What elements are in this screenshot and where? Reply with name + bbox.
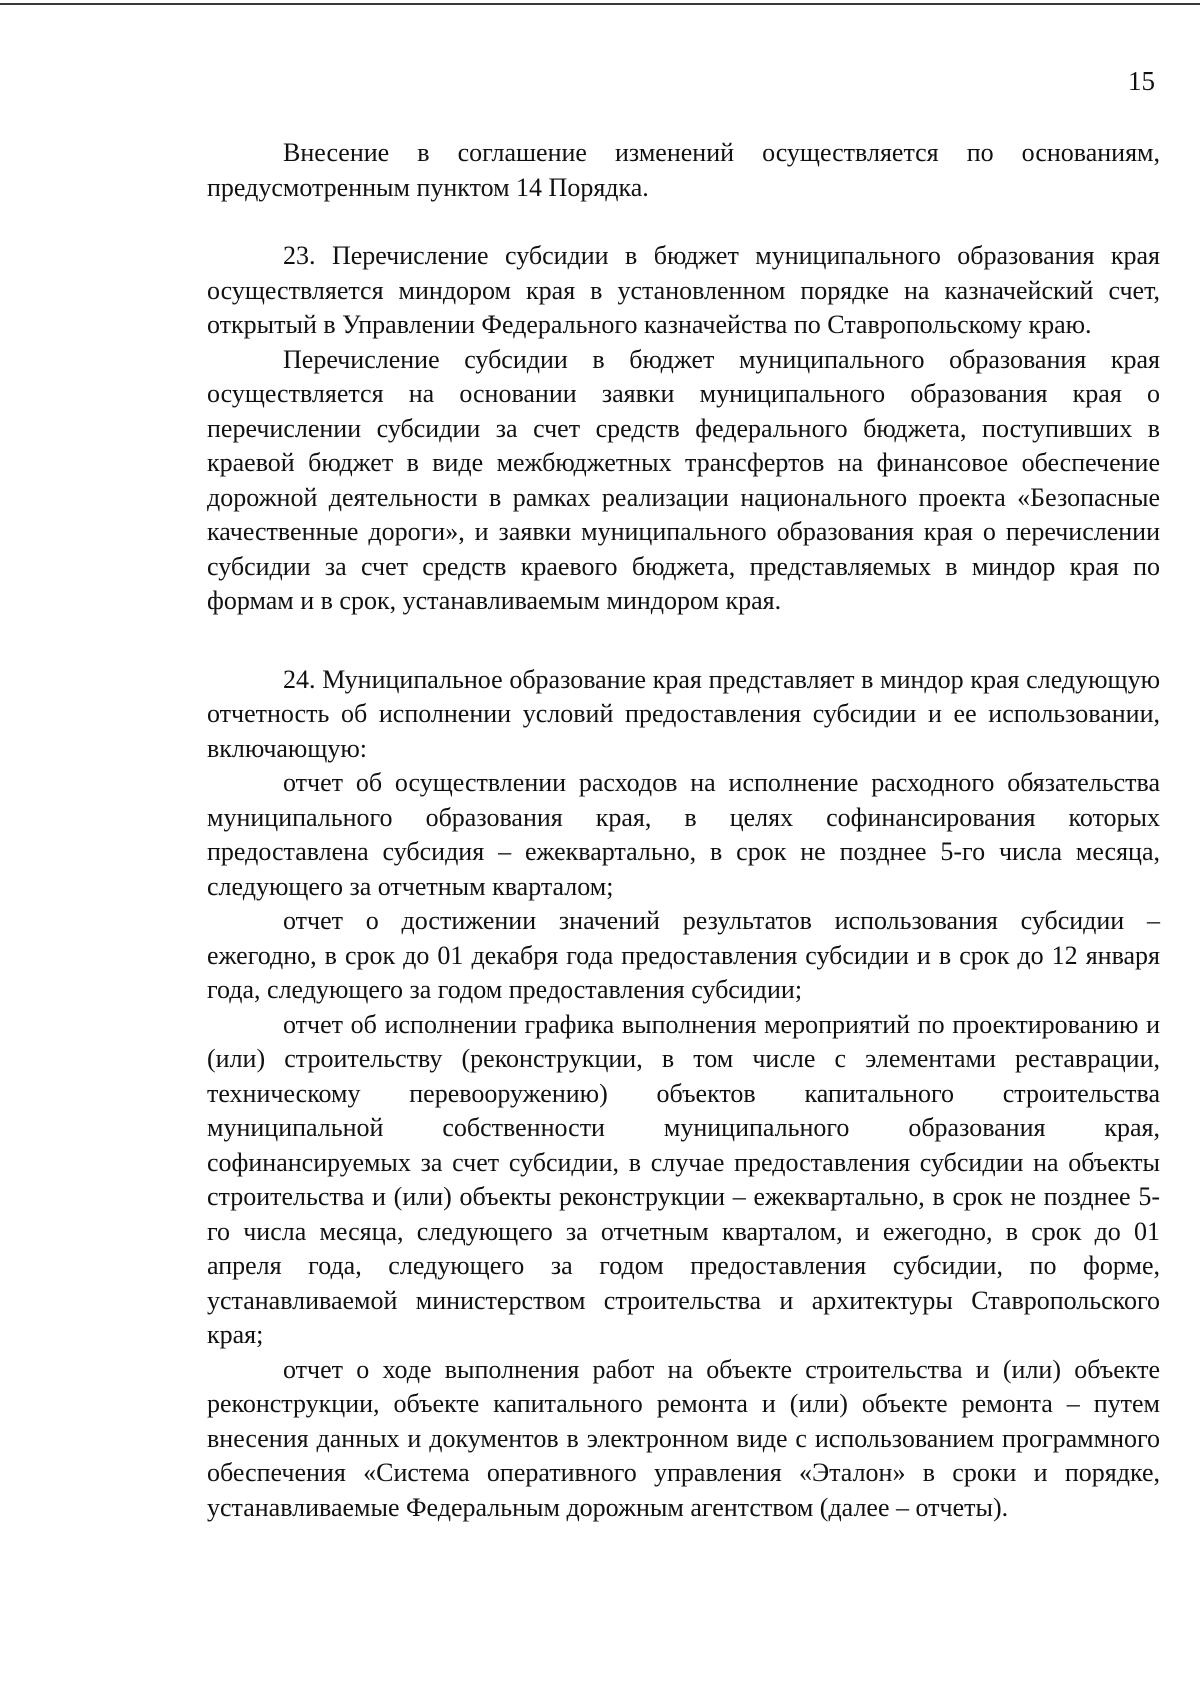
page-number: 15: [1128, 66, 1155, 96]
paragraph-report-expenses: отчет об осуществлении расходов на исполнение расходного обязательства муниципального образования края, в целях софинансирования которых предоставлена субсидия – ежеквартально, в срок не позднее 5-го числа месяца, следующего за отчетным кварталом;: [207, 768, 1160, 901]
paragraph-item-23: 23. Перечисление субсидии в бюджет муниципального образования края осуществляется миндором края в установленном порядке на казначейский счет, открытый в Управлении Федерального казначейства по Ставропольскому краю.: [207, 241, 1160, 339]
document-body: [207, 136, 1160, 1525]
paragraph-transfer-basis: Перечисление субсидии в бюджет муниципального образования края осуществляется на основании заявки муниципального образования края о перечислении субсидии за счет средств федерального бюджета, поступивших в краевой бюджет в виде межбюджетных трансфертов на финансовое обеспечение дорожной деятельности в рамках реализации национального проекта «Безопасные качественные дороги», и заявки муниципального образования края о перечислении субсидии за счет средств краевого бюджета, представляемых в миндор края по формам и в срок, устанавливаемым миндором края.: [207, 344, 1160, 615]
paragraph-report-schedule: отчет об исполнении графика выполнения мероприятий по проектированию и (или) строительству (реконструкции, в том числе с элементами реставрации, техническому перевооружению) объектов капитального строительства муниципальной собственности муниципального образования края, софинансируемых за счет субсидии, в случае предоставления субсидии на объекты строительства и (или) объекты реконструкции – ежеквартально, в срок не позднее 5-го числа месяца, следующего за отчетным кварталом, и ежегодно, в срок до 01 апреля года, следующего за годом предоставления субсидии, по форме, устанавливаемой министерством строительства и архитектуры Ставропольского края;: [207, 1009, 1160, 1349]
paragraph-amendment-grounds: Внесение в соглашение изменений осуществляется по основаниям, предусмотренным пунктом 14 Порядка.: [207, 138, 1160, 202]
scan-top-edge-line: [0, 3, 1200, 5]
paragraph-item-24: 24. Муниципальное образование края представляет в миндор края следующую отчетность об исполнении условий предоставления субсидии и ее использовании, включающую:: [207, 664, 1160, 763]
paragraph-report-results: отчет о достижении значений результатов использования субсидии – ежегодно, в срок до 01 декабря года предоставления субсидии и в срок до 12 января года, следующего за годом предоставления субсидии;: [207, 906, 1160, 1004]
paragraph-report-progress: отчет о ходе выполнения работ на объекте строительства и (или) объекте реконструкции, объекте капитального ремонта и (или) объекте ремонта – путем внесения данных и документов в электронном виде с использованием программного обеспечения «Система оперативного управления «Эталон» в сроки и порядке, устанавливаемые Федеральным дорожным агентством (далее – отчеты).: [207, 1354, 1160, 1522]
